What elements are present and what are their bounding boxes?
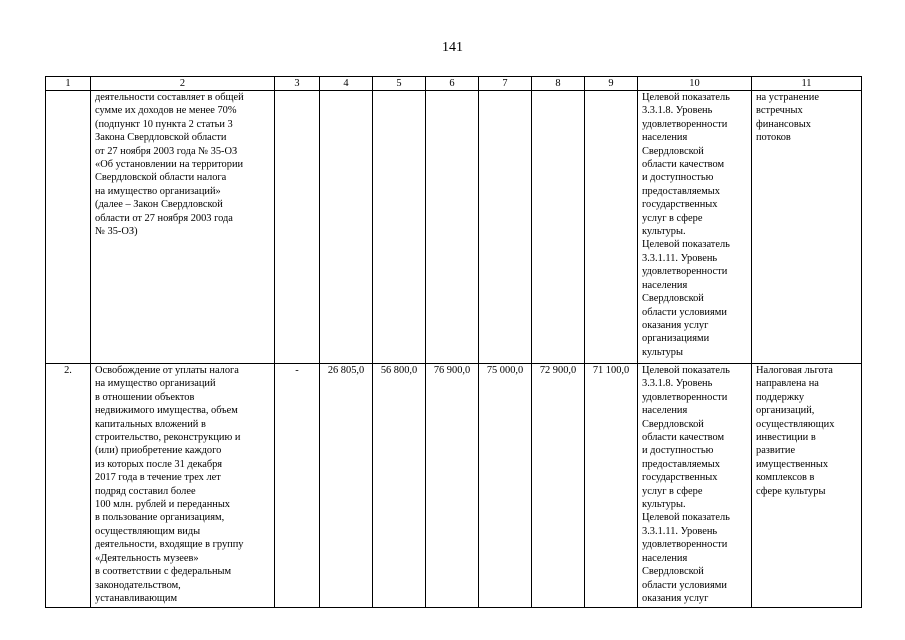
- column-header: 5: [373, 77, 426, 91]
- data-table: [45, 76, 862, 608]
- column-header: 9: [585, 77, 638, 91]
- purpose-text: Налоговая льгота направлена на поддержку организаций, осуществляющих инвестиции в развитие имущественных комплексов в сфере культуры: [756, 365, 835, 497]
- col3-value: -: [295, 365, 299, 376]
- target-indicator-cell: [638, 364, 752, 608]
- purpose-text: на устранение встречных финансовых потоков: [756, 92, 819, 144]
- cell-col7: [479, 364, 532, 608]
- table-row: [46, 91, 862, 364]
- cell-col4: [320, 364, 373, 608]
- column-header: 11: [752, 77, 862, 91]
- column-header: 4: [320, 77, 373, 91]
- column-header: 6: [426, 77, 479, 91]
- cell-col4: [320, 91, 373, 364]
- benefit-description-cell: [91, 91, 275, 364]
- column-header: 8: [532, 77, 585, 91]
- col6-value: 76 900,0: [433, 365, 471, 376]
- table-row: [46, 364, 862, 608]
- cell-col5: [373, 364, 426, 608]
- column-header: 1: [46, 77, 91, 91]
- column-header: 7: [479, 77, 532, 91]
- target-indicator-cell: [638, 91, 752, 364]
- column-header: 2: [91, 77, 275, 91]
- col7-value: 75 000,0: [486, 365, 524, 376]
- target-indicator-text: Целевой показатель 3.3.1.8. Уровень удовлетворенности населения Свердловской области качеством и доступностью предоставляемых государственных услуг в сфере культуры. Целевой показатель 3.3.1.11. Уровень удовлетворенности населения Свердловской области условиями оказания услуг организациями культуры: [642, 92, 730, 358]
- cell-col8: [532, 364, 585, 608]
- column-header: 10: [638, 77, 752, 91]
- cell-col9: [585, 364, 638, 608]
- col5-value: 56 800,0: [380, 365, 418, 376]
- cell-col3: [275, 364, 320, 608]
- cell-col9: [585, 91, 638, 364]
- row-number-cell: [46, 91, 91, 364]
- purpose-cell: [752, 91, 862, 364]
- cell-col7: [479, 91, 532, 364]
- cell-col6: [426, 364, 479, 608]
- col9-value: 71 100,0: [592, 365, 630, 376]
- column-header: 3: [275, 77, 320, 91]
- cell-col5: [373, 91, 426, 364]
- target-indicator-text: Целевой показатель 3.3.1.8. Уровень удовлетворенности населения Свердловской области качеством и доступностью предоставляемых государственных услуг в сфере культуры. Целевой показатель 3.3.1.11. Уровень удовлетворенности населения Свердловской области условиями оказания услуг: [642, 365, 730, 604]
- col4-value: 26 805,0: [327, 365, 365, 376]
- benefit-description: деятельности составляет в общей сумме их доходов не менее 70% (подпункт 10 пункта 2 статьи 3 Закона Свердловской области от 27 ноября 2003 года № 35-ОЗ «Об установлении на территории Свердловской области налога на имущество организаций» (далее – Закон Свердловской области от 27 ноября 2003 года № 35-ОЗ): [95, 92, 244, 238]
- benefit-description: Освобождение от уплаты налога на имущество организаций в отношении объектов недвижимого имущества, объем капитальных вложений в строительство, реконструкцию и (или) приобретение каждого из которых после 31 декабря 2017 года в течение трех лет подряд составил более 100 млн. рублей и переданных в пользование организациям, осуществляющим виды деятельности, входящие в группу «Деятельность музеев» в соответствии с федеральным законодательством, устанавливающим: [95, 365, 244, 604]
- purpose-cell: [752, 364, 862, 608]
- cell-col6: [426, 91, 479, 364]
- row-number-cell: [46, 364, 91, 608]
- col8-value: 72 900,0: [539, 365, 577, 376]
- cell-col3: [275, 91, 320, 364]
- table-header-row: [46, 77, 862, 91]
- benefit-description-cell: [91, 364, 275, 608]
- row-number: 2.: [64, 365, 72, 376]
- cell-col8: [532, 91, 585, 364]
- page-number: 141: [442, 40, 463, 55]
